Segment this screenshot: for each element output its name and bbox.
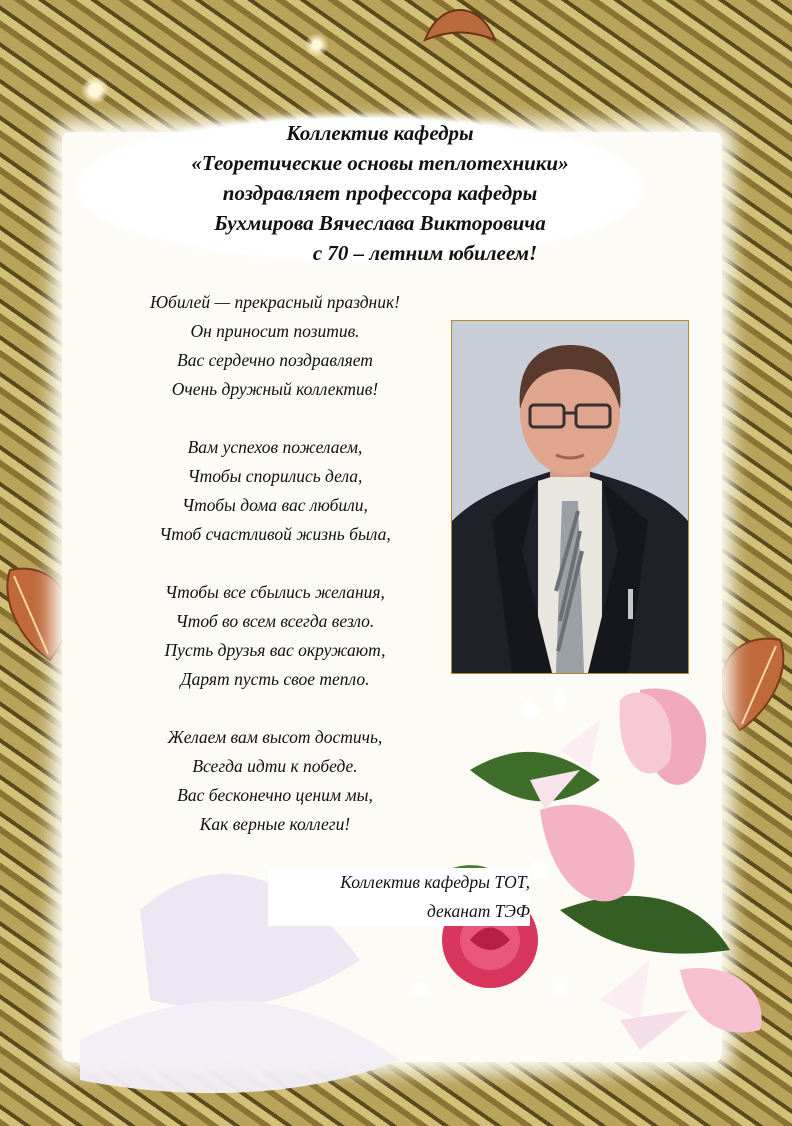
header-line: «Теоретические основы теплотехники» xyxy=(191,151,569,175)
poem-line: Чтоб счастливой жизнь была, xyxy=(159,524,391,544)
poem-line: Чтобы спорились дела, xyxy=(187,466,363,486)
poem-line: Очень дружный коллектив! xyxy=(171,379,379,399)
header-line: Бухмирова Вячеслава Викторовича xyxy=(214,211,546,235)
poem-line: Пусть друзья вас окружают, xyxy=(164,640,386,660)
header-line: с 70 – летним юбилеем! xyxy=(312,241,538,265)
poem-line: Как верные коллеги! xyxy=(199,814,351,834)
portrait-photo xyxy=(451,320,689,674)
header-line: поздравляет профессора кафедры xyxy=(222,181,538,205)
signature-line: деканат ТЭФ xyxy=(426,901,530,921)
signature xyxy=(268,868,530,926)
signature-line: Коллектив кафедры ТОТ, xyxy=(340,872,530,892)
poem-line: Чтобы дома вас любили, xyxy=(182,495,368,515)
poem-line: Он приносит позитив. xyxy=(190,321,360,341)
poem-line: Дарят пусть свое тепло. xyxy=(180,669,370,689)
poem-line: Вам успехов пожелаем, xyxy=(187,437,363,457)
portrait-illustration xyxy=(452,321,688,673)
poem-line: Желаем вам высот достичь, xyxy=(167,727,383,747)
poem-line: Вас бесконечно ценим мы, xyxy=(177,785,373,805)
poem-stanza xyxy=(100,433,450,549)
leaf-ornament-icon xyxy=(420,0,500,50)
poem-line: Чтоб во всем всегда везло. xyxy=(175,611,375,631)
poem-line: Чтобы все сбылись желания, xyxy=(165,582,385,602)
poem-line: Юбилей — прекрасный праздник! xyxy=(149,292,401,312)
poem-line: Всегда идти к победе. xyxy=(192,756,358,776)
poem-line: Вас сердечно поздравляет xyxy=(177,350,373,370)
greeting-header xyxy=(90,118,670,268)
header-line: Коллектив кафедры xyxy=(286,121,474,145)
poem-stanza xyxy=(100,288,450,404)
